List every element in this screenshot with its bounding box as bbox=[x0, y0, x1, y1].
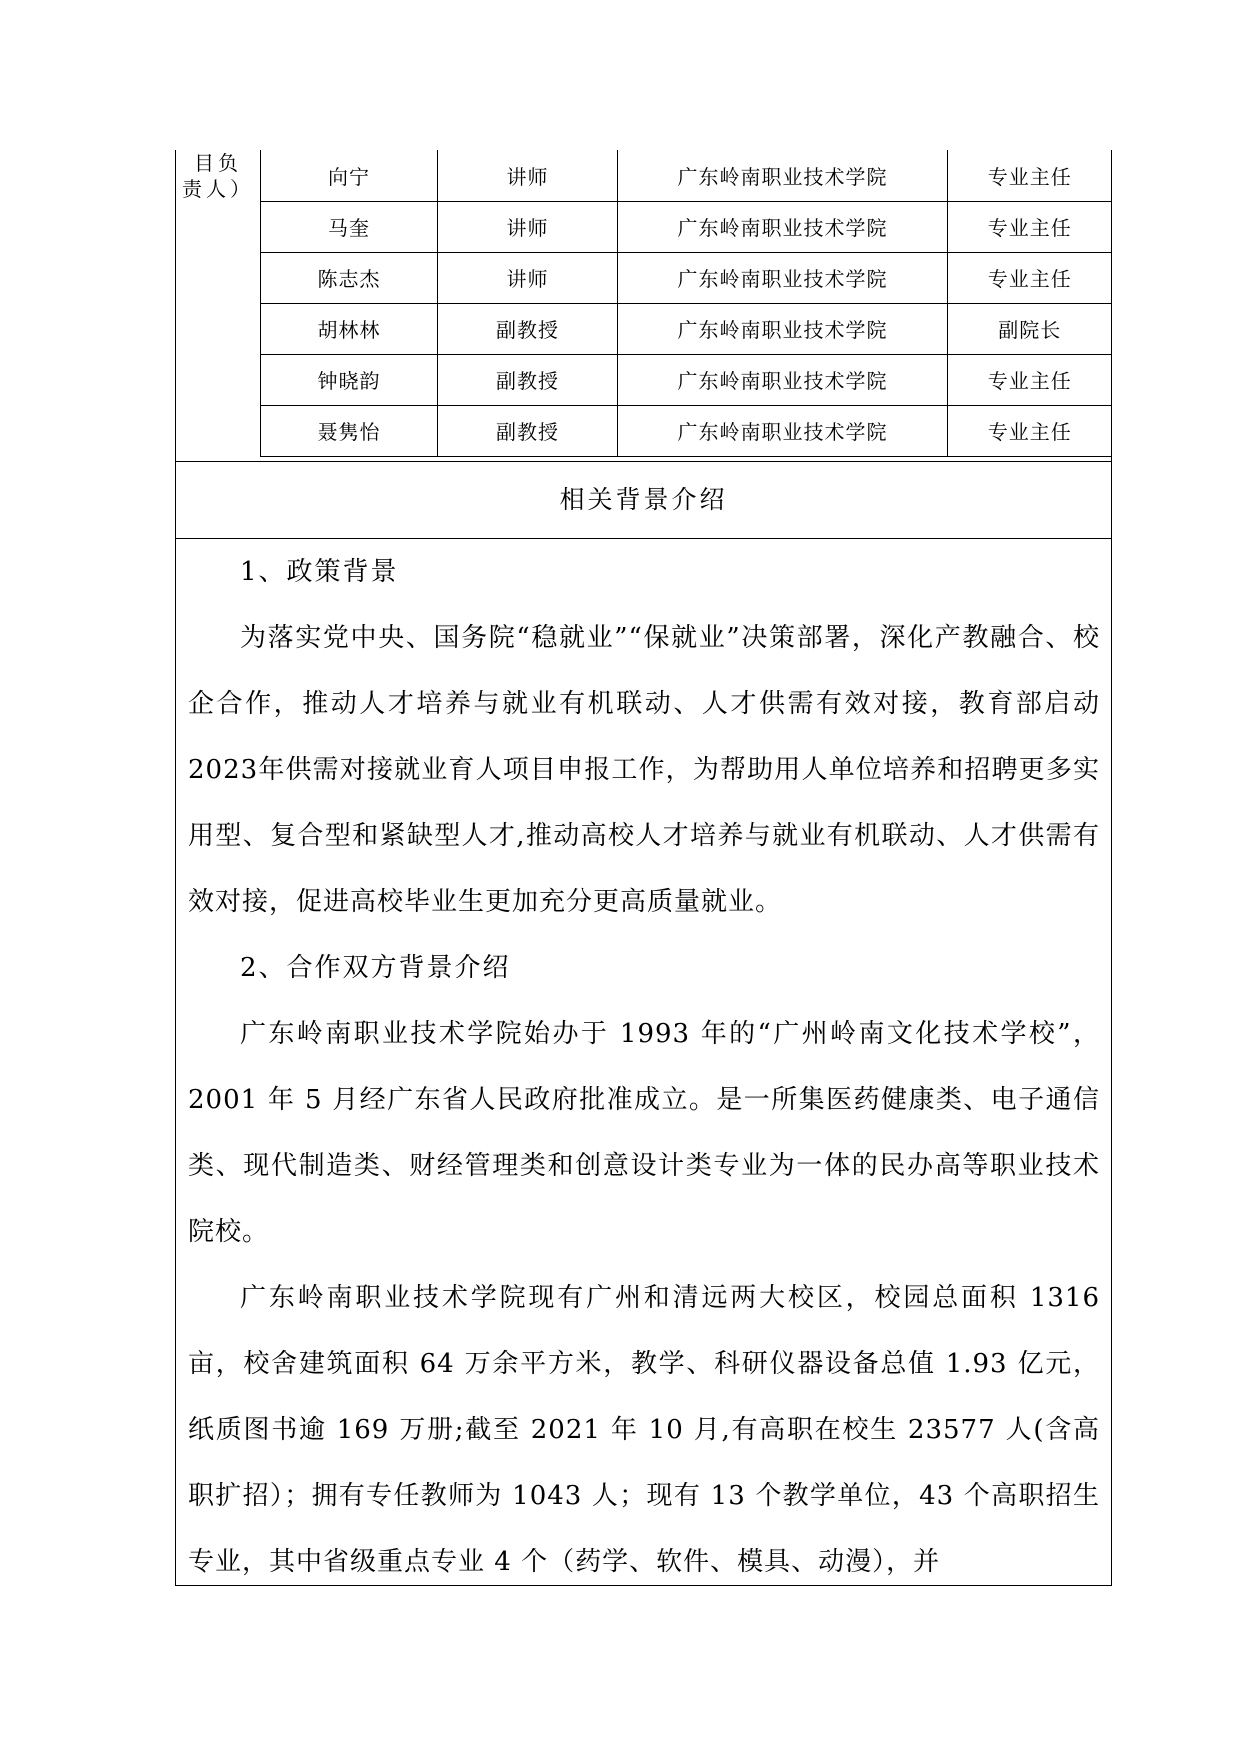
table-row bbox=[261, 354, 1112, 405]
member-position: 专业主任 bbox=[948, 405, 1112, 456]
member-name: 胡林林 bbox=[261, 303, 438, 354]
member-name: 钟晓韵 bbox=[261, 354, 438, 405]
member-title: 副教授 bbox=[438, 405, 618, 456]
document-frame bbox=[175, 150, 1112, 1586]
member-org: 广东岭南职业技术学院 bbox=[618, 150, 948, 201]
members-table bbox=[260, 150, 1112, 457]
member-position: 专业主任 bbox=[948, 252, 1112, 303]
policy-paragraph: 为落实党中央、国务院“稳就业”“保就业”决策部署，深化产教融合、校企合作，推动人才培养与就业有机联动、人才供需有效对接，教育部启动 2023年供需对接就业育人项目申报工作，为帮助用人单位培养和招聘更多实用型、复合型和紧缺型人才,推动高校人才培养与就业有机联动、人才供需有效对接，促进高校毕业生更加充分更高质量就业。 bbox=[188, 623, 1101, 917]
background-content bbox=[188, 539, 1100, 1595]
member-org: 广东岭南职业技术学院 bbox=[618, 303, 948, 354]
member-position: 专业主任 bbox=[948, 150, 1112, 201]
policy-heading: 1、政策背景 bbox=[240, 557, 399, 587]
member-position: 专业主任 bbox=[948, 354, 1112, 405]
role-label-line: 责人） bbox=[182, 177, 254, 201]
member-title: 副教授 bbox=[438, 303, 618, 354]
member-name: 陈志杰 bbox=[261, 252, 438, 303]
table-row bbox=[261, 405, 1112, 456]
member-name: 马奎 bbox=[261, 201, 438, 252]
member-org: 广东岭南职业技术学院 bbox=[618, 354, 948, 405]
member-title: 讲师 bbox=[438, 150, 618, 201]
member-org: 广东岭南职业技术学院 bbox=[618, 201, 948, 252]
table-row bbox=[261, 150, 1112, 201]
members-section bbox=[176, 150, 1111, 461]
member-position: 副院长 bbox=[948, 303, 1112, 354]
member-name: 向宁 bbox=[261, 150, 438, 201]
table-row bbox=[261, 252, 1112, 303]
section-title: 相关背景介绍 bbox=[176, 461, 1111, 539]
table-row bbox=[261, 201, 1112, 252]
member-title: 讲师 bbox=[438, 252, 618, 303]
role-label bbox=[176, 150, 260, 202]
member-org: 广东岭南职业技术学院 bbox=[618, 405, 948, 456]
partners-paragraph: 广东岭南职业技术学院始办于 1993 年的“广州岭南文化技术学校”，2001 年 5 月经广东省人民政府批准成立。是一所集医药健康类、电子通信类、现代制造类、财经管理类和创意设计类专业为一体的民办高等职业技术院校。 bbox=[188, 1019, 1100, 1247]
member-name: 聂隽怡 bbox=[261, 405, 438, 456]
role-label-line: 目负 bbox=[194, 151, 242, 175]
member-title: 讲师 bbox=[438, 201, 618, 252]
campus-paragraph: 广东岭南职业技术学院现有广州和清远两大校区，校园总面积 1316亩，校舍建筑面积 64 万余平方米，教学、科研仪器设备总值 1.93 亿元，纸质图书逾 169 万册;截至 2021 年 10 月,有高职在校生 23577 人(含高职扩招）；拥有专任教师为 1043 人；现有 13 个教学单位，43 个高职招生专业，其中省级重点专业 4 个（药学、软件、模具、动漫），并 bbox=[188, 1283, 1100, 1577]
member-position: 专业主任 bbox=[948, 201, 1112, 252]
member-title: 副教授 bbox=[438, 354, 618, 405]
member-org: 广东岭南职业技术学院 bbox=[618, 252, 948, 303]
partners-heading: 2、合作双方背景介绍 bbox=[240, 953, 511, 983]
table-row bbox=[261, 303, 1112, 354]
